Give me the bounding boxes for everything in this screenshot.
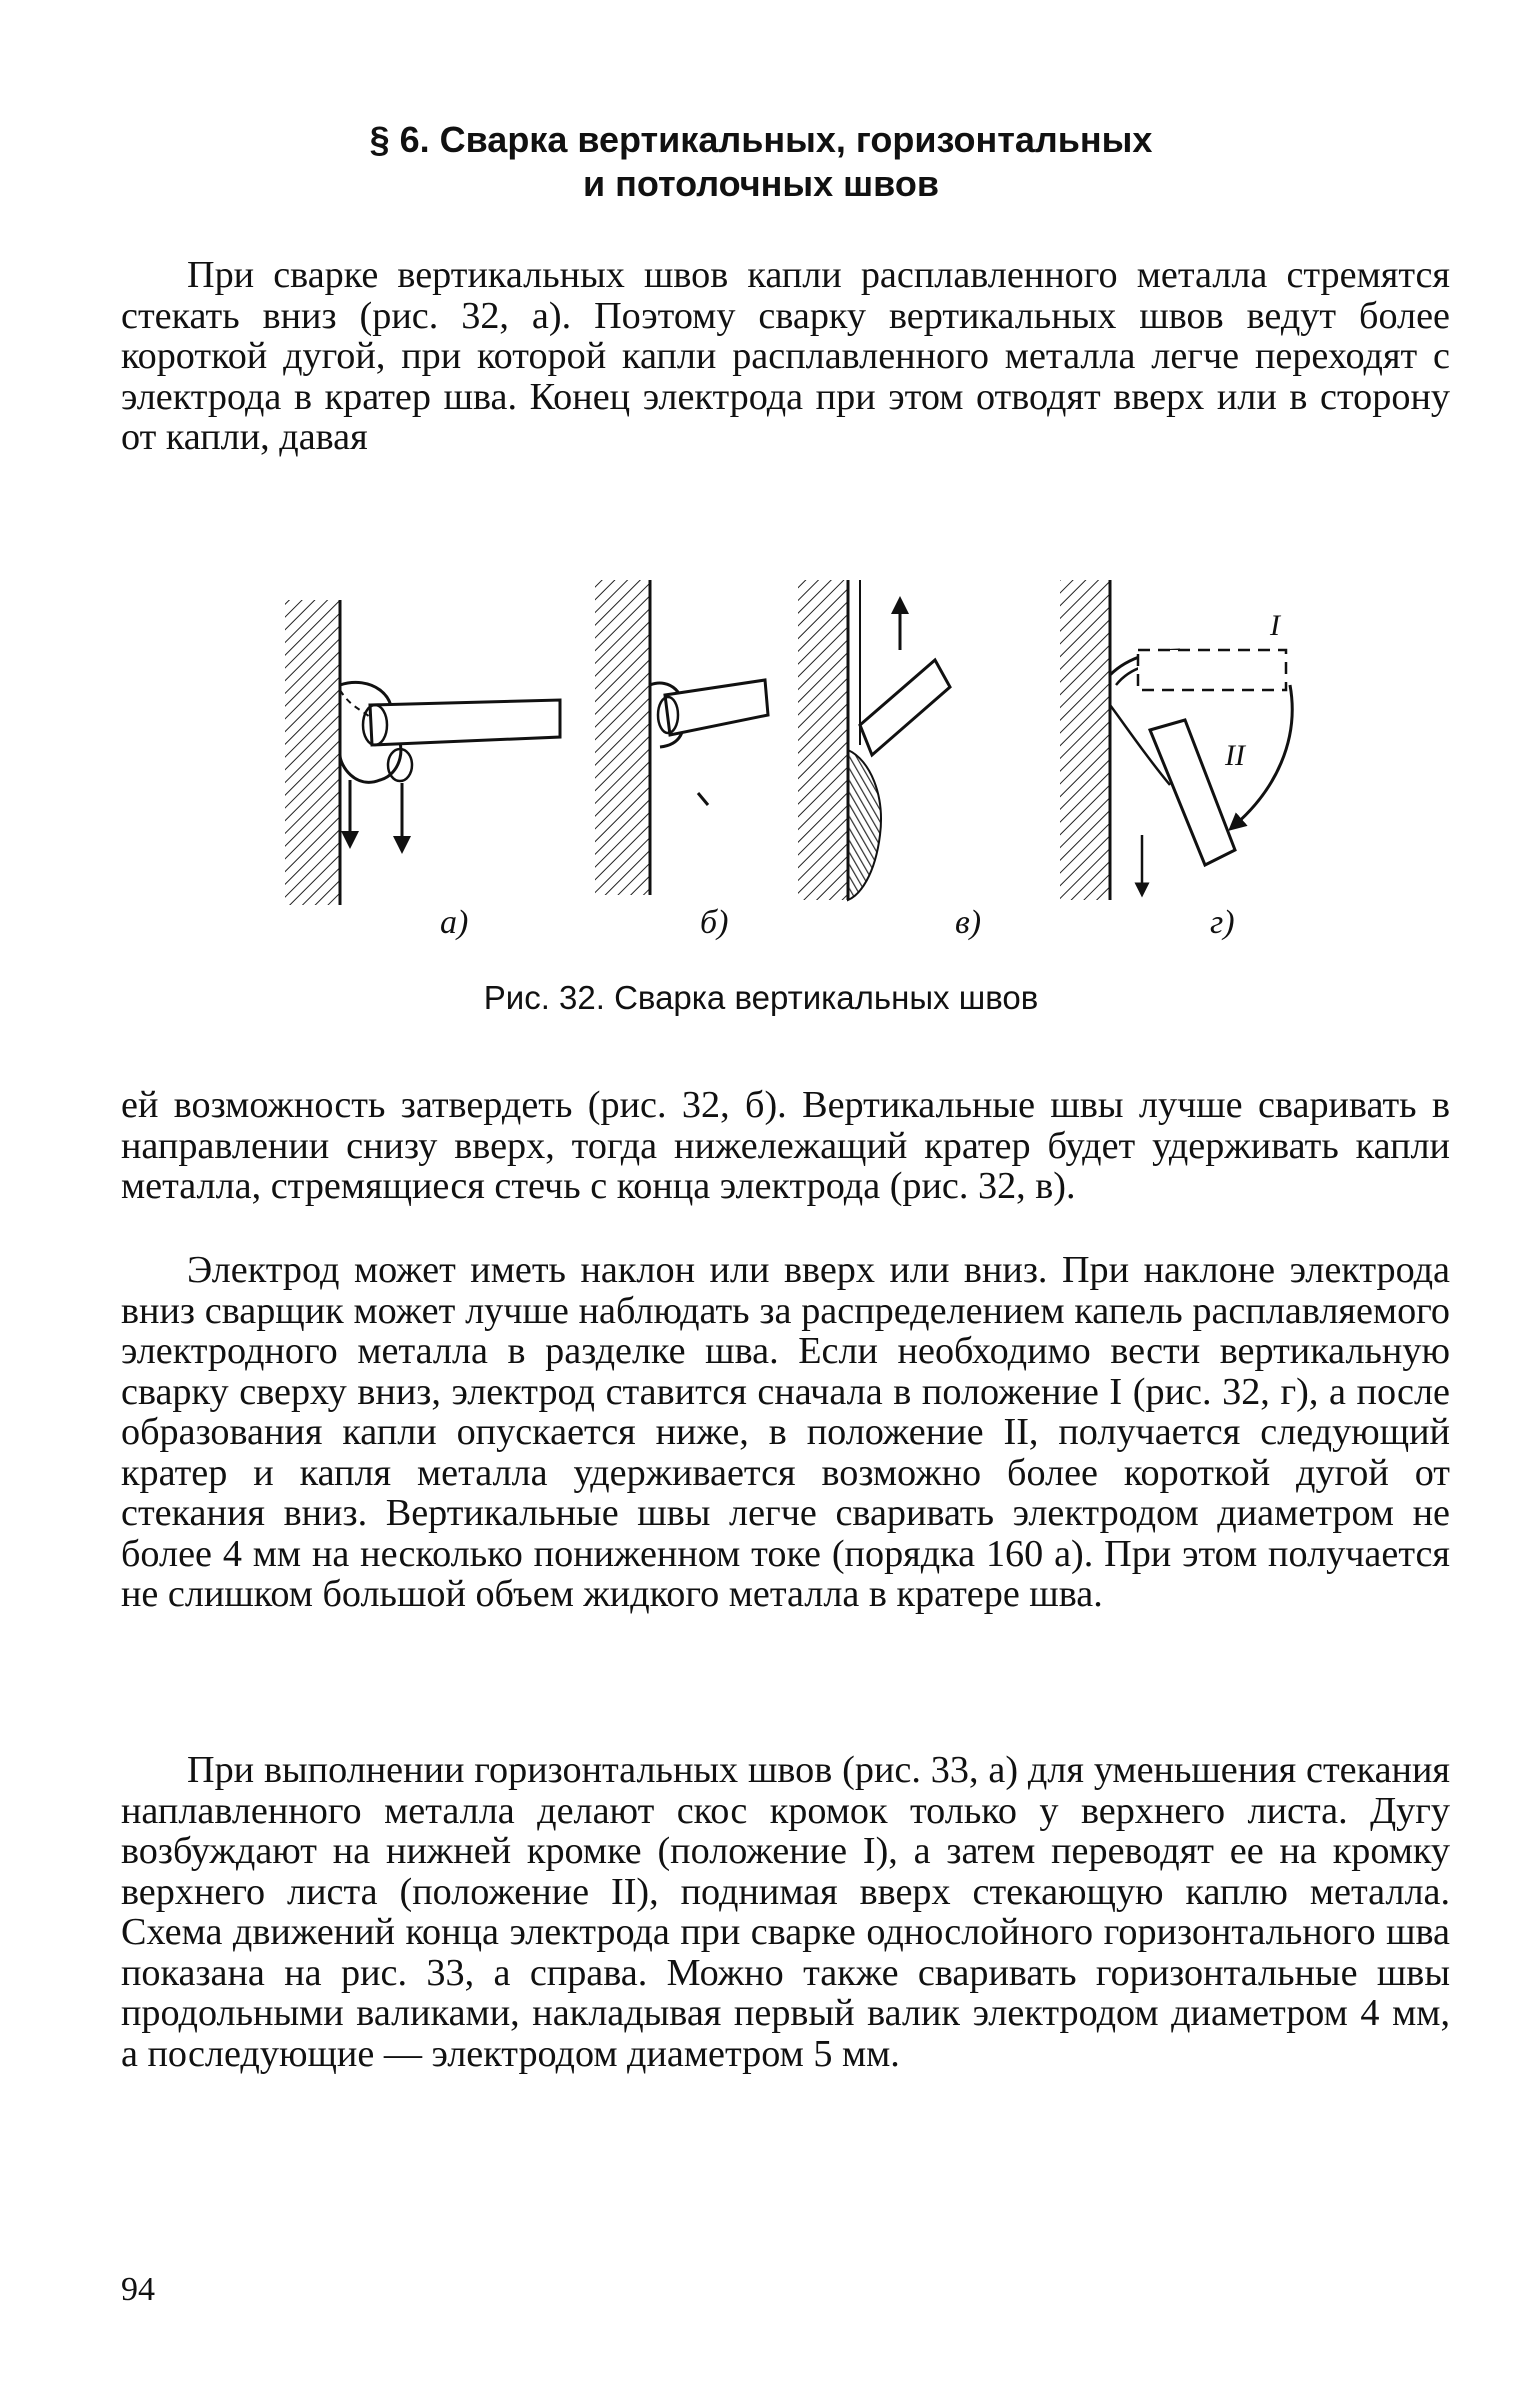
label-b: б)	[700, 904, 729, 941]
figure-part-v	[798, 580, 981, 941]
position-label-1: I	[1270, 609, 1280, 642]
paragraph-3: Электрод может иметь наклон или вверх или вниз. При наклоне электрода вниз сварщик может лучше наблюдать за распределением капель расплавляемого электродного металла в разделке шва. Если необходимо вести вертикальную сварку сверху вниз, электрод ставится сначала в положение I (рис. 32, г), а после образования капли опускается ниже, в положение II, получается следующий кратер и капля металла удерживается возможно более короткой дугой от стекания вниз. Вертикальные швы легче сваривать электродом диаметром не более 4 мм на несколько пониженном токе (порядка 160 а). При этом получается не слишком большой объем жидкого металла в кратере шва.	[121, 1249, 1450, 1615]
figure-part-g	[1060, 580, 1292, 941]
page-number: 94	[121, 2271, 155, 2308]
label-v: в)	[955, 904, 982, 941]
label-a: а)	[440, 904, 469, 941]
section-title-line1: § 6. Сварка вертикальных, горизонтальных	[369, 119, 1153, 160]
figure-32-drawing	[260, 565, 1320, 965]
position-label-2: II	[1225, 739, 1245, 772]
paragraph-4: При выполнении горизонтальных швов (рис. 33, а) для уменьшения стекания наплавленного металла делают скос кромок только у верхнего листа. Дугу возбуждают на нижней кромке (положение I), а затем переводят ее на кромку верхнего листа (положение II), поднимая вверх стекающую каплю металла. Схема движений конца электрода при сварке однослойного горизонтального шва показана на рис. 33, а справа. Можно также сваривать горизонтальные швы продольными валиками, накладывая первый валик электродом диаметром 4 мм, а последующие — электродом диаметром 5 мм.	[121, 1749, 1450, 2075]
figure-32	[260, 565, 1320, 965]
figure-caption: Рис. 32. Сварка вертикальных швов	[483, 979, 1039, 1016]
section-title-line2: и потолочных швов	[583, 163, 939, 204]
paragraph-1: При сварке вертикальных швов капли расплавленного металла стремятся стекать вниз (рис. 32, а). Поэтому сварку вертикальных швов ведут более короткой дугой, при которой капли расплавленного металла легче переходят с электрода в кратер шва. Конец электрода при этом отводят вверх или в сторону от капли, давая	[121, 254, 1450, 458]
label-g: г)	[1210, 904, 1235, 941]
figure-part-b	[595, 580, 768, 941]
paragraph-2: ей возможность затвердеть (рис. 32, б). Вертикальные швы лучше сваривать в направлении снизу вверх, тогда нижележащий кратер будет удерживать капли металла, стремящиеся стечь с конца электрода (рис. 32, в).	[121, 1084, 1450, 1207]
figure-part-a	[285, 600, 560, 941]
